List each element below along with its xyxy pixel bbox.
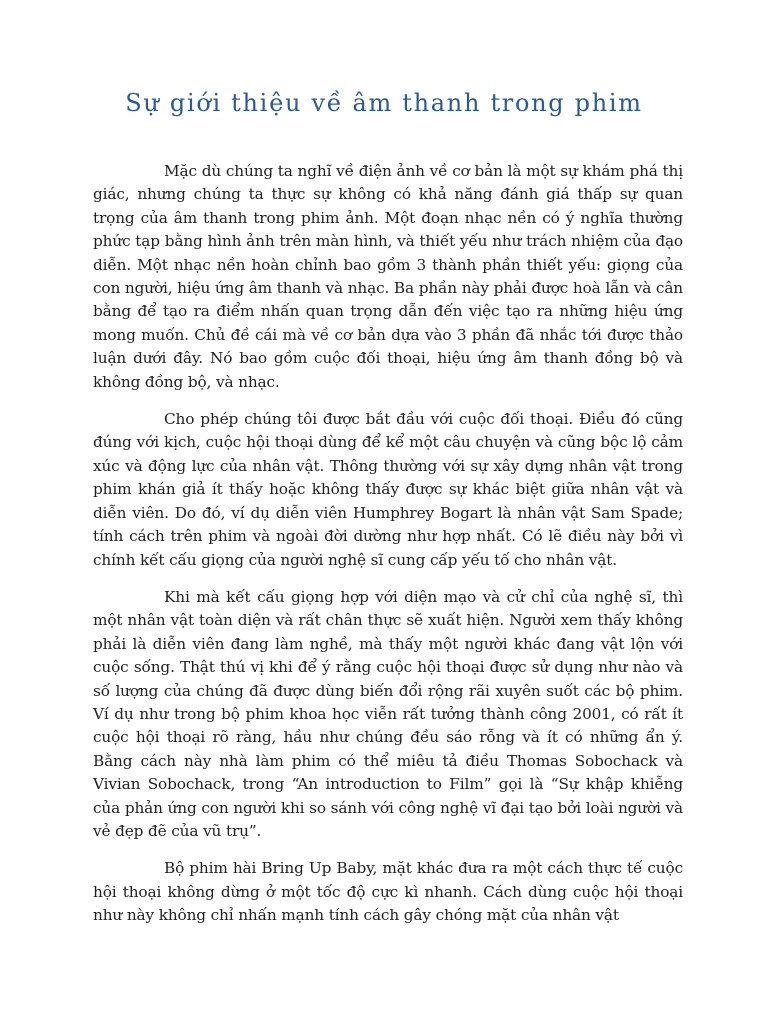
paragraph-1: Mặc dù chúng ta nghĩ về điện ảnh về cơ bản là một sự khám phá thị giác, nhưng chúng ta thực sự không có khả năng đánh giá thấp sự quan trọng của âm thanh trong phim ảnh. Một đoạn nhạc nền có ý nghĩa thường phức tạp bằng hình ảnh trên màn hình, và thiết yếu như trách nhiệm của đạo diễn. Một nhạc nền hoàn chỉnh bao gồm 3 thành phần thiết yếu: giọng của con người, hiệu ứng âm thanh và nhạc. Ba phần này phải được hoà lẫn và cân bằng để tạo ra điểm nhấn quan trọng dẫn đến việc tạo ra những hiệu ứng mong muốn. Chủ đề cái mà về cơ bản dựa vào 3 phần đã nhắc tới được thảo luận dưới đây. Nó bao gồm cuộc đối thoại, hiệu ứng âm thanh đồng bộ và không đồng bộ, và nhạc. <box>93 162 683 391</box>
document-body <box>93 160 683 942</box>
paragraph-4: Bộ phim hài Bring Up Baby, mặt khác đưa ra một cách thực tế cuộc hội thoại không dừng ở một tốc độ cực kì nhanh. Cách dùng cuộc hội thoại như này không chỉ nhấn mạnh tính cách gây chóng mặt của nhân vật <box>93 859 683 925</box>
paragraph-2: Cho phép chúng tôi được bắt đầu với cuộc đối thoại. Điều đó cũng đúng với kịch, cuộc hội thoại dùng để kể một câu chuyện và cũng bộc lộ cảm xúc và động lực của nhân vật. Thông thường với sự xây dựng nhân vật trong phim khán giả ít thấy hoặc không thấy được sự khác biệt giữa nhân vật và diễn viên. Do đó, ví dụ diễn viên Humphrey Bogart là nhân vật Sam Spade; tính cách trên phim và ngoài đời dường như hợp nhất. Có lẽ điều này bởi vì chính kết cấu giọng của người nghệ sĩ cung cấp yếu tố cho nhân vật. <box>93 410 683 569</box>
paragraph-3: Khi mà kết cấu giọng hợp với diện mạo và cử chỉ của nghệ sĩ, thì một nhân vật toàn diện và rất chân thực sẽ xuất hiện. Người xem thấy không phải là diễn viên đang làm nghề, mà thấy một người khác đang vật lộn với cuộc sống. Thật thú vị khi để ý rằng cuộc hội thoại được sử dụng như nào và số lượng của chúng đã được dùng biến đổi rộng rãi xuyên suốt các bộ phim. Ví dụ như trong bộ phim khoa học viễn rất tưởng thành công 2001, có rất ít cuộc hội thoại rõ ràng, hầu như chúng đều sáo rỗng và ít có những ẩn ý. Bằng cách này nhà làm phim có thể miêu tả điều Thomas Sobochack và Vivian Sobochack, trong “An introduction to Film” gọi là “Sự khập khiễng của phản ứng con người khi so sánh với công nghệ vĩ đại tạo bởi loài người và vẻ đẹp đẽ của vũ trụ”. <box>93 587 683 840</box>
document-title: Sự giới thiệu về âm thanh trong phim <box>125 89 643 117</box>
